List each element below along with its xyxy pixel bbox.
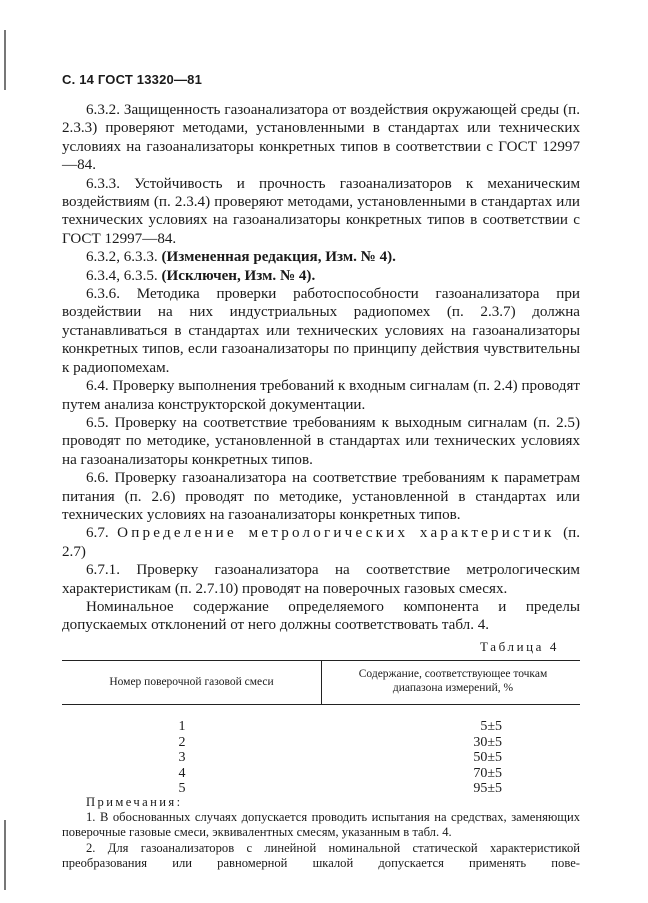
notes-title: Примечания: bbox=[86, 795, 183, 809]
clause-number: 6.3.4, 6.3.5. bbox=[86, 267, 158, 284]
header-line: Содержание, соответствующее точкам bbox=[358, 668, 548, 680]
paragraph-6-7-1: 6.7.1. Проверку газоанализатора на соответствие метрологическим характеристикам (п. 2.7.10) проводят на поверочных газовых смесях. bbox=[62, 562, 580, 597]
column-header-mixture-number: Номер поверочной газовой смеси bbox=[109, 676, 274, 688]
table-cell-number: 2 bbox=[178, 734, 186, 750]
clause-number: 6.3.2, 6.3.3. bbox=[86, 249, 158, 266]
paragraph-6-3-4-5-excluded bbox=[62, 267, 580, 285]
paragraph-6-3-3: 6.3.3. Устойчивость и прочность газоанализаторов к механическим воздействиям (п. 2.3.4) проверяют методами, установленными в стандартах или технических условиях на газоанализаторы конкретных типов в соответствии с ГОСТ 12997—84. bbox=[62, 175, 580, 247]
paragraph-nominal: Номинальное содержание определяемого компонента и пределы допускаемых отклонений от него должны соответствовать табл. 4. bbox=[62, 598, 580, 634]
section-heading-6-7 bbox=[62, 524, 580, 561]
content-value-column bbox=[402, 719, 502, 797]
page-header: С. 14 ГОСТ 13320—81 bbox=[62, 72, 203, 87]
table-cell-number: 3 bbox=[178, 750, 186, 766]
scan-edge-mark bbox=[4, 820, 6, 890]
table-cell-value: 30±5 bbox=[473, 734, 502, 750]
table-cell-number: 4 bbox=[178, 765, 186, 781]
table-4 bbox=[62, 660, 580, 797]
table-cell-number: 1 bbox=[178, 719, 186, 734]
clause-number: 6.7. bbox=[86, 525, 109, 542]
table-cell-value: 5±5 bbox=[480, 719, 502, 734]
paragraph-6-6: 6.6. Проверку газоанализатора на соответствие требованиям к параметрам питания (п. 2.6) проводят по методике, установленной в стандартах или технических условиях на газоанализаторы конкретных типов. bbox=[62, 470, 580, 523]
table-cell-value: 95±5 bbox=[473, 781, 502, 797]
table-column-divider bbox=[321, 660, 322, 704]
document-body bbox=[62, 101, 580, 635]
amendment-note: (Измененная редакция, Изм. № 4). bbox=[161, 249, 396, 266]
clause-reference: (п. 2.7) bbox=[62, 525, 580, 560]
paragraph-6-3-2-3-amend bbox=[62, 248, 580, 266]
note-1: 1. В обоснованных случаях допускается проводить испытания на средствах, заменяющих поверочные газовые смеси, эквивалентных смесям, указанным в табл. 4. bbox=[62, 810, 580, 840]
table-cell-value: 50±5 bbox=[473, 750, 502, 766]
table-header-rule bbox=[62, 704, 580, 705]
exclusion-note: (Исключен, Изм. № 4). bbox=[161, 267, 316, 284]
mixture-number-column bbox=[162, 719, 202, 797]
table-caption: Таблица 4 bbox=[480, 639, 559, 654]
column-header-content bbox=[328, 667, 578, 695]
paragraph-6-3-2: 6.3.2. Защищенность газоанализатора от воздействия окружающей среды (п. 2.3.3) проверяют методами, установленными в стандартах или технических условиях на газоанализаторы конкретных типов в соответствии с ГОСТ 12997—84. bbox=[62, 102, 580, 174]
paragraph-6-5: 6.5. Проверку на соответствие требованиям к выходным сигналам (п. 2.5) проводят по методике, установленной в стандартах или технических условиях на газоанализаторы конкретных типов. bbox=[62, 414, 580, 468]
table-cell-number: 5 bbox=[178, 781, 186, 797]
paragraph-6-3-6: 6.3.6. Методика проверки работоспособности газоанализатора при воздействии на них индустриальных радиопомех (п. 2.3.7) должна устанавливаться в стандартах или технических условиях на газоанализаторы конкретных типов, если газоанализаторы по принципу действия чувствительны к радиопомехам. bbox=[62, 286, 580, 376]
scan-edge-mark bbox=[4, 30, 6, 90]
paragraph-6-4: 6.4. Проверку выполнения требований к входным сигналам (п. 2.4) проводят путем анализа конструкторской документации. bbox=[62, 378, 580, 413]
note-2: 2. Для газоанализаторов с линейной номинальной статической характеристикой преобразования или равномерной шкалой допускается применять пове- bbox=[62, 840, 580, 870]
section-title: Определение метрологических характеристик bbox=[117, 525, 555, 542]
notes-section bbox=[62, 795, 580, 871]
header-line: диапазона измерений, % bbox=[392, 682, 514, 694]
table-cell-value: 70±5 bbox=[473, 765, 502, 781]
